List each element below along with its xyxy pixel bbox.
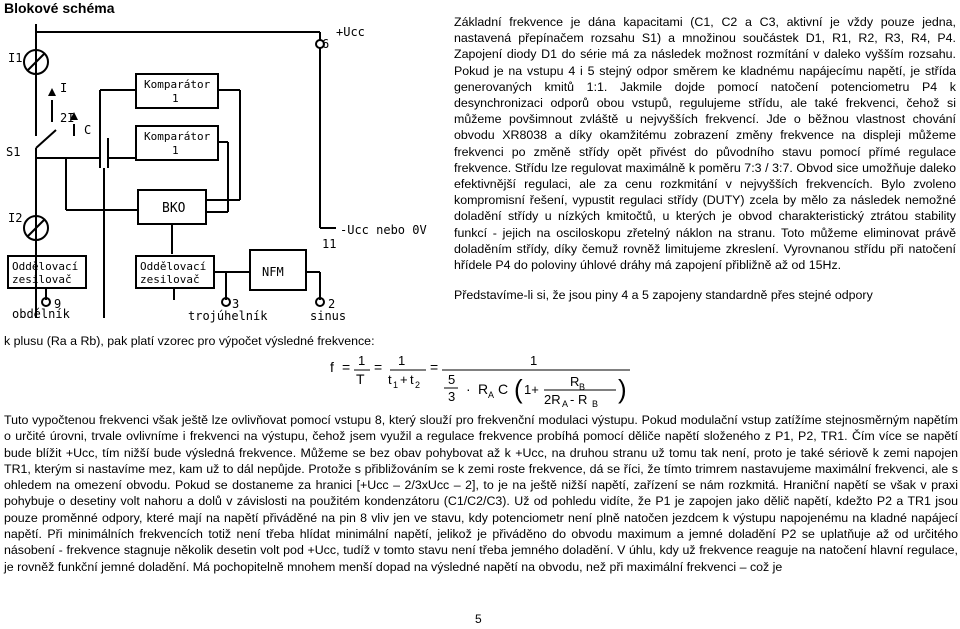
frequency-formula xyxy=(330,350,640,408)
svg-text:S1: S1 xyxy=(6,145,21,159)
svg-text:zesilovač: zesilovač xyxy=(12,273,72,286)
svg-text:2: 2 xyxy=(328,297,336,311)
svg-text:1+: 1+ xyxy=(524,382,539,397)
svg-text:9: 9 xyxy=(54,297,62,311)
svg-text:I1: I1 xyxy=(8,51,23,65)
svg-text:2I: 2I xyxy=(60,111,75,125)
svg-text:(: ( xyxy=(514,374,523,404)
svg-text:R: R xyxy=(478,381,489,397)
page-number: 5 xyxy=(475,612,482,626)
svg-text:sinus: sinus xyxy=(310,309,347,323)
svg-text:B: B xyxy=(592,399,599,408)
svg-text:=: = xyxy=(342,359,351,375)
svg-text:I: I xyxy=(60,81,68,95)
svg-text:T: T xyxy=(356,371,365,387)
svg-text:f: f xyxy=(330,359,334,375)
svg-text:I2: I2 xyxy=(8,211,23,225)
svg-text:obdélník: obdélník xyxy=(12,307,70,321)
svg-text:BKO: BKO xyxy=(162,201,186,216)
block-diagram xyxy=(0,18,450,330)
svg-text:R: R xyxy=(570,374,580,389)
svg-text:3: 3 xyxy=(448,389,456,404)
svg-text:1: 1 xyxy=(172,92,179,105)
svg-text:Oddělovací: Oddělovací xyxy=(12,260,79,273)
svg-text:- R: - R xyxy=(570,392,588,407)
svg-text:t: t xyxy=(410,372,414,387)
svg-text:=: = xyxy=(374,359,383,375)
svg-text:A: A xyxy=(488,390,495,400)
svg-text:trojúhelník: trojúhelník xyxy=(188,309,268,323)
paragraph-principle: Základní frekvence je dána kapacitami (C1, C2 a C3, aktivní je vždy pouze jedna, nastavená přepínačem rozsahu S1) a množinou součástek D1, R1, R2, R3, R4, P4. Zapojení diody D1 do série má za následek možnost rozmítání v daleko vyšším rozsahu. Pokud je na vstupu 4 i 5 stejný odpor směrem ke kladnému napájecímu napětí, je střída generovaných kmitů 1:1. Jakmile dojde pomocí natočení potenciometru P4 k desynchronizaci odporů obou vstupů, regulujeme střídu, ale také frekvenci, čehož si můžeme povšimnout zvláště u nejvyšších frekvencí. Jde o běžnou vlastnost chování obvodu XR8038 a díky okamžitému zobrazení změny frekvence na displeji můžeme frekvenci po změně střídy opět přivést do původního stavu pomocí přímé regulace frekvence. Střídu lze regulovat maximálně k poměru 7:3 / 3:7. Obvod sice umožňuje daleko efektivnější regulaci, ale za cenu rozkmitání v nejvyšších frekvencích. Bylo zvoleno kompromisní řešení, vypustit regulaci střídy (DUTY) zcela by mělo za následek nemožné doladění střídy u nízkých kmitočtů, u kterých je obvod charakteristický ztrátou stability funkcí - jejich na osciloskopu zřetelný náklon na stranu. Toto můžeme eliminovat právě doladěním střídy, díky čemuž rovněž limitujeme zkreslení. Vyrovnanou střídu při natočení hřídele P4 do poloviny úhlové dráhy má zapojení přibližně až od 15Hz. xyxy=(454,15,956,273)
svg-text:1: 1 xyxy=(398,353,406,368)
comparator-2-label: Komparátor xyxy=(144,130,211,143)
section-heading: Blokové schéma xyxy=(4,0,115,16)
svg-text:): ) xyxy=(618,374,627,404)
svg-text:11: 11 xyxy=(322,237,337,251)
svg-text:C: C xyxy=(84,123,92,137)
svg-text:NFM: NFM xyxy=(262,265,284,279)
svg-text:1: 1 xyxy=(393,380,399,390)
comparator-1-label: Komparátor xyxy=(144,78,211,91)
svg-text:=: = xyxy=(430,359,439,375)
svg-text:2R: 2R xyxy=(544,392,561,407)
svg-text:+Ucc: +Ucc xyxy=(336,25,365,39)
formula-intro: k plusu (Ra a Rb), pak platí vzorec pro výpočet výsledné frekvence: xyxy=(4,334,375,348)
svg-text:B: B xyxy=(579,382,586,392)
right-text-block xyxy=(454,14,956,303)
svg-text:·: · xyxy=(466,381,471,397)
svg-text:1: 1 xyxy=(358,353,366,368)
svg-text:1: 1 xyxy=(530,353,538,368)
svg-text:3: 3 xyxy=(232,297,240,311)
svg-text:+: + xyxy=(400,372,408,387)
svg-text:1: 1 xyxy=(172,144,179,157)
paragraph-pins: Představíme-li si, že jsou piny 4 a 5 zapojeny standardně přes stejné odpory xyxy=(454,288,873,303)
svg-text:6: 6 xyxy=(322,37,330,51)
svg-text:C: C xyxy=(498,381,509,397)
svg-text:t: t xyxy=(388,372,392,387)
svg-text:2: 2 xyxy=(415,380,421,390)
svg-text:-Ucc nebo 0V: -Ucc nebo 0V xyxy=(340,223,427,237)
svg-text:A: A xyxy=(562,399,569,408)
bottom-paragraph: Tuto vypočtenou frekvenci však ještě lze ovlivňovat pomocí vstupu 8, který slouží pro frekvenční modulaci výstupu. Pokud modulační vstup zatížíme stejnosměrným napětím o určité úrovni, trvale ovlivníme i frekvenci na výstupu, čehož jsem využil a regulace frekvence probíhá pomocí děliče napětí složeného z P1, P2, TR1. Čím více se napětí bude blížit +Ucc, tím nižší bude výsledná frekvence. Můžeme se bez obav pohybovat až k +Ucc, na druhou stranu už tomu tak není, proto je také sériově k zemi napojen TR1, kterým si nastavíme mez, kam už to dál nepůjde. Protože s přibližováním se k zemi roste frekvence, dá se říci, že tímto trimrem nastavujeme maximální frekvenci, ale s ohledem na omezení obvodu. Pokud se dostaneme za hranici [+Ucc – 2/3xUcc – 2], to je na ještě nižší napětí, zařízení se nám rozkmitá. Hraniční napětí se však v praxi pohybuje o desetiny volt nahoru a dolů v závislosti na použitém kondenzátoru (C1/C2/C3). Už od pohledu vidíte, že P1 je zapojen jako dělič napětí, kdežto P2 a TR1 jsou pouze proměnné odpory, které mají na napětí přiváděné na pin 8 vliv jen ve stavu, kdy potenciometr není plně natočen jezdcem k výstupu napojenému na kladné napájecí napětí. Při minimálních frekvencích totiž není třeba hlídat minimální napětí, jelikož je přiváděno do obvodu maximum a jemné doladění P2 se uplatňuje až od určitého násobení - frekvence stagnuje několik desetin volt pod +Ucc, tudíž v tomto stavu není třeba jemného doladění. V úhlu, kdy už frekvence reaguje na natočení hlavní regulace, je rovněž funkční jemné doladění. Má pochopitelně mnohem menší dopad na výsledné napětí na obvodu, než při maximální frekvenci – což je xyxy=(4,413,958,574)
svg-text:zesilovač: zesilovač xyxy=(140,273,200,286)
svg-text:5: 5 xyxy=(448,372,456,387)
svg-text:Oddělovací: Oddělovací xyxy=(140,260,207,273)
